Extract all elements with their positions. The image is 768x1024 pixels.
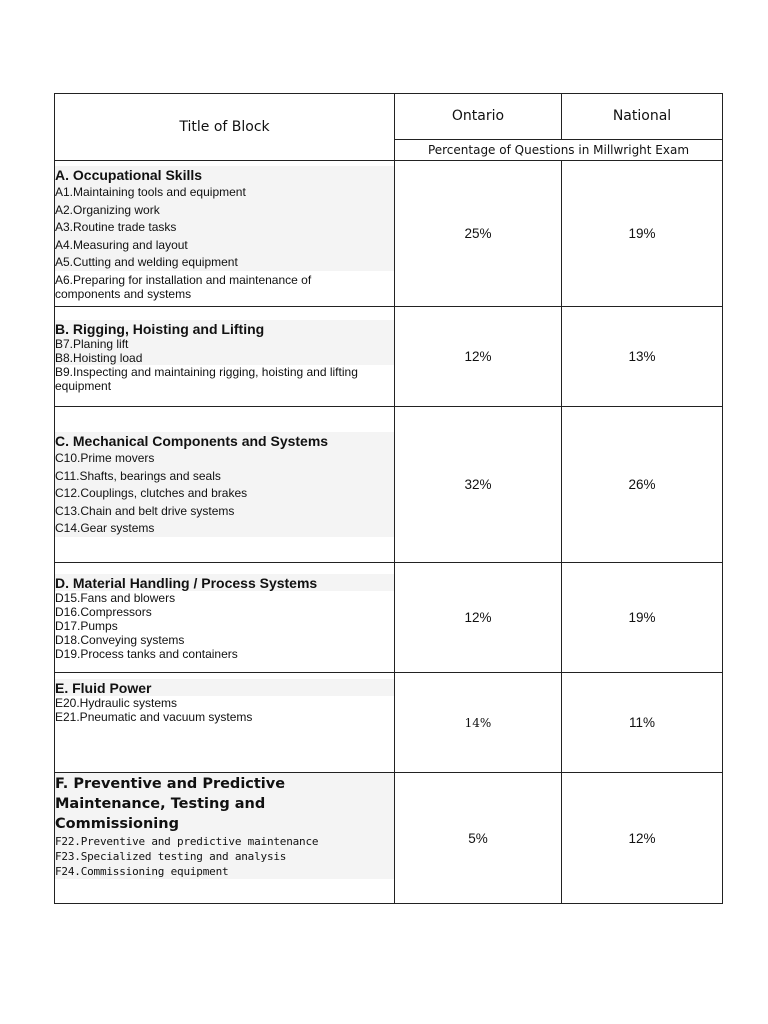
- block-row-e: [55, 673, 723, 773]
- block-row-f: [55, 773, 723, 904]
- ontario-percent: 12%: [395, 563, 562, 673]
- list-item: F24.Commissioning equipment: [55, 864, 394, 879]
- national-percent: 19%: [562, 161, 723, 307]
- block-title: F. Preventive and Predictive Maintenance, Testing and Commissioning: [55, 773, 394, 834]
- block-title: B. Rigging, Hoisting and Lifting: [55, 320, 394, 337]
- list-item: C12.Couplings, clutches and brakes: [55, 484, 394, 502]
- list-item: E20.Hydraulic systems: [55, 696, 178, 710]
- header-row: [55, 94, 723, 140]
- ontario-percent: 12%: [395, 307, 562, 407]
- percentage-subheader: Percentage of Questions in Millwright Exam: [395, 139, 723, 160]
- block-title: A. Occupational Skills: [55, 166, 394, 183]
- list-item: A5.Cutting and welding equipment: [55, 253, 394, 271]
- list-item: C11.Shafts, bearings and seals: [55, 467, 394, 485]
- national-percent: 19%: [562, 563, 723, 673]
- ontario-percent: 14%: [395, 673, 562, 773]
- national-header: National: [562, 94, 723, 140]
- ontario-percent: 5%: [395, 773, 562, 904]
- block-row-d: [55, 563, 723, 673]
- ontario-header: Ontario: [395, 94, 562, 140]
- list-item: F23.Specialized testing and analysis: [55, 849, 394, 864]
- list-item: C13.Chain and belt drive systems: [55, 502, 394, 520]
- list-item: C10.Prime movers: [55, 449, 394, 467]
- national-percent: 13%: [562, 307, 723, 407]
- block-row-b: [55, 307, 723, 407]
- list-item: C14.Gear systems: [55, 519, 394, 537]
- ontario-percent: 25%: [395, 161, 562, 307]
- list-item: A6.Preparing for installation and maintenance of components and systems: [55, 272, 312, 301]
- national-percent: 26%: [562, 407, 723, 563]
- block-cell: [55, 673, 395, 773]
- list-item: A3.Routine trade tasks: [55, 218, 394, 236]
- list-item: D18.Conveying systems: [55, 633, 185, 647]
- list-item: A4.Measuring and layout: [55, 236, 394, 254]
- list-item: B9.Inspecting and maintaining rigging, hoisting and lifting equipment: [55, 365, 358, 393]
- block-row-a: [55, 161, 723, 307]
- ontario-percent: 32%: [395, 407, 562, 563]
- exam-breakdown-table: [54, 93, 723, 904]
- block-cell: [55, 407, 395, 563]
- block-title: C. Mechanical Components and Systems: [55, 432, 394, 449]
- title-of-block-header: Title of Block: [55, 94, 395, 161]
- block-cell: [55, 161, 395, 307]
- list-item: E21.Pneumatic and vacuum systems: [55, 710, 253, 724]
- block-cell: [55, 773, 395, 904]
- list-item: D19.Process tanks and containers: [55, 647, 238, 661]
- list-item: B8.Hoisting load: [55, 351, 394, 365]
- list-item: D16.Compressors: [55, 605, 152, 619]
- block-cell: [55, 563, 395, 673]
- block-cell: [55, 307, 395, 407]
- national-percent: 12%: [562, 773, 723, 904]
- block-title: D. Material Handling / Process Systems: [55, 574, 394, 591]
- block-row-c: [55, 407, 723, 563]
- list-item: A1.Maintaining tools and equipment: [55, 183, 394, 201]
- national-percent: 11%: [562, 673, 723, 773]
- list-item: B7.Planing lift: [55, 337, 394, 351]
- block-title: E. Fluid Power: [55, 679, 394, 696]
- list-item: D17.Pumps: [55, 619, 118, 633]
- list-item: A2.Organizing work: [55, 201, 394, 219]
- list-item: D15.Fans and blowers: [55, 591, 176, 605]
- list-item: F22.Preventive and predictive maintenance: [55, 834, 394, 849]
